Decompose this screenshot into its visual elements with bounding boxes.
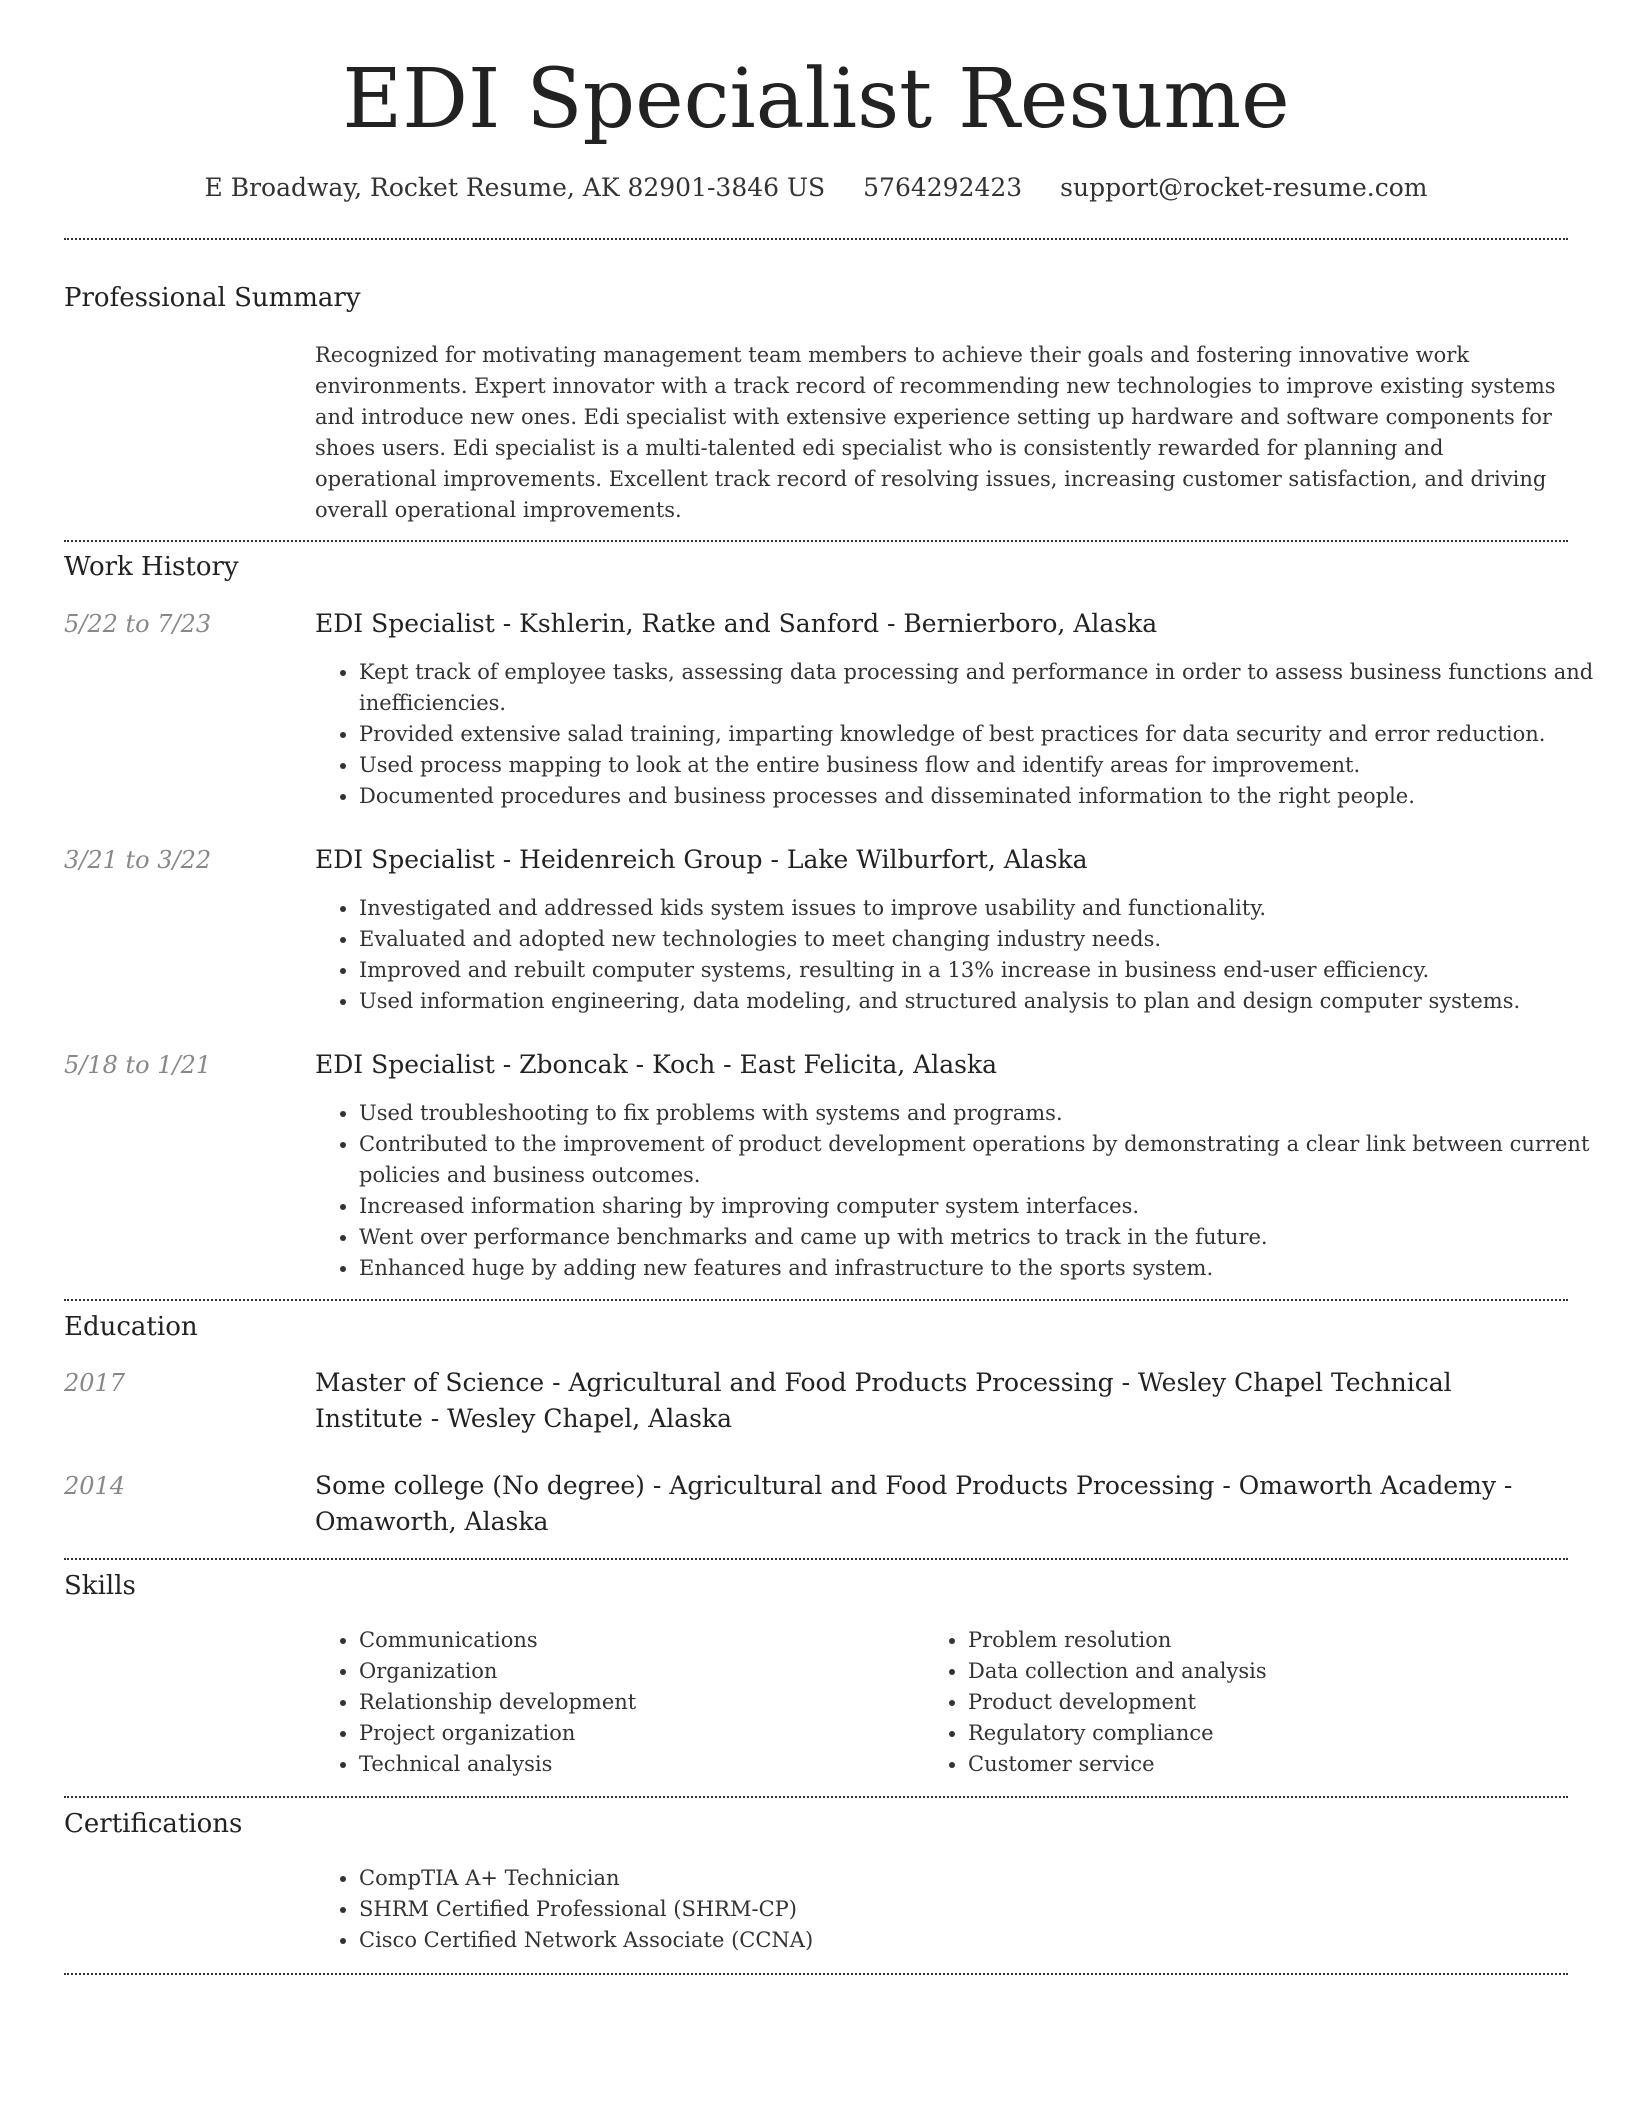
list-item: • SHRM Certified Professional (SHRM-CP) <box>359 1894 1609 1925</box>
list-item: • Problem resolution <box>968 1625 1608 1656</box>
list-item: • Used process mapping to look at the entire business flow and identify areas for improvement. <box>359 750 1609 781</box>
list-item: • Project organization <box>359 1718 919 1749</box>
list-item: • Kept track of employee tasks, assessing data processing and performance in order to assess business functions and inefficiencies. <box>359 657 1609 719</box>
section-heading-summary: Professional Summary <box>64 283 361 313</box>
list-item: • Cisco Certified Network Associate (CCNA) <box>359 1925 1609 1956</box>
divider <box>64 540 1568 542</box>
education-year: 2017 <box>64 1369 126 1397</box>
job-dates: 5/22 to 7/23 <box>64 610 212 638</box>
list-item: • Increased information sharing by improving computer system interfaces. <box>359 1191 1609 1222</box>
job-title: EDI Specialist - Heidenreich Group - Lake Wilburfort, Alaska <box>315 845 1088 874</box>
list-item: • Investigated and addressed kids system issues to improve usability and functionality. <box>359 893 1609 924</box>
job-bullets <box>315 1098 1609 1284</box>
list-item: • Relationship development <box>359 1687 919 1718</box>
list-item: • Used information engineering, data modeling, and structured analysis to plan and design computer systems. <box>359 986 1609 1017</box>
list-item: • Enhanced huge by adding new features and infrastructure to the sports system. <box>359 1253 1609 1284</box>
section-heading-certifications: Certifications <box>64 1809 243 1839</box>
list-item: • Went over performance benchmarks and came up with metrics to track in the future. <box>359 1222 1609 1253</box>
list-item: • Communications <box>359 1625 919 1656</box>
job-bullets <box>315 657 1609 812</box>
contact-phone: 5764292423 <box>863 173 1023 202</box>
education-year: 2014 <box>64 1472 126 1500</box>
divider <box>64 1558 1568 1560</box>
list-item: • Data collection and analysis <box>968 1656 1608 1687</box>
job-title: EDI Specialist - Zboncak - Koch - East Felicita, Alaska <box>315 1050 997 1079</box>
certifications-list <box>315 1863 1609 1956</box>
list-item: • Regulatory compliance <box>968 1718 1608 1749</box>
job-title: EDI Specialist - Kshlerin, Ratke and Sanford - Bernierboro, Alaska <box>315 609 1158 638</box>
list-item: • Improved and rebuilt computer systems, resulting in a 13% increase in business end-user efficiency. <box>359 955 1609 986</box>
list-item: • Product development <box>968 1687 1608 1718</box>
list-item: • Contributed to the improvement of product development operations by demonstrating a clear link between current policies and business outcomes. <box>359 1129 1609 1191</box>
skills-list-left <box>315 1625 919 1780</box>
list-item: • Customer service <box>968 1749 1608 1780</box>
divider <box>64 238 1568 240</box>
education-entry: Master of Science - Agricultural and Food Products Processing - Wesley Chapel Technical Institute - Wesley Chapel, Alaska <box>315 1368 1452 1433</box>
job-bullets <box>315 893 1609 1017</box>
education-entry: Some college (No degree) - Agricultural and Food Products Processing - Omaworth Academy - Omaworth, Alaska <box>315 1471 1513 1536</box>
job-dates: 5/18 to 1/21 <box>64 1051 212 1079</box>
job-dates: 3/21 to 3/22 <box>64 846 212 874</box>
list-item: • Documented procedures and business processes and disseminated information to the right people. <box>359 781 1609 812</box>
divider <box>64 1973 1568 1975</box>
skills-list-right <box>924 1625 1608 1780</box>
contact-email: support@rocket-resume.com <box>1060 173 1428 202</box>
list-item: • CompTIA A+ Technician <box>359 1863 1609 1894</box>
section-heading-education: Education <box>64 1312 198 1342</box>
divider <box>64 1299 1568 1301</box>
divider <box>64 1796 1568 1798</box>
list-item: • Organization <box>359 1656 919 1687</box>
summary-text: Recognized for motivating management team members to achieve their goals and fostering innovative work environments. Expert innovator with a track record of recommending new technologies to improve existing systems and introduce new ones. Edi specialist with extensive experience setting up hardware and software components for shoes users. Edi specialist is a multi-talented edi specialist who is consistently rewarded for planning and operational improvements. Excellent track record of resolving issues, increasing customer satisfaction, and driving overall operational improvements. <box>315 343 1556 522</box>
list-item: • Technical analysis <box>359 1749 919 1780</box>
list-item: • Evaluated and adopted new technologies to meet changing industry needs. <box>359 924 1609 955</box>
contact-address: E Broadway, Rocket Resume, AK 82901-3846 US <box>204 173 826 202</box>
list-item: • Used troubleshooting to fix problems with systems and programs. <box>359 1098 1609 1129</box>
contact-line <box>0 170 1632 206</box>
section-heading-work: Work History <box>64 552 239 582</box>
resume-title: EDI Specialist Resume <box>342 52 1290 147</box>
list-item: • Provided extensive salad training, imparting knowledge of best practices for data security and error reduction. <box>359 719 1609 750</box>
section-heading-skills: Skills <box>64 1571 136 1601</box>
